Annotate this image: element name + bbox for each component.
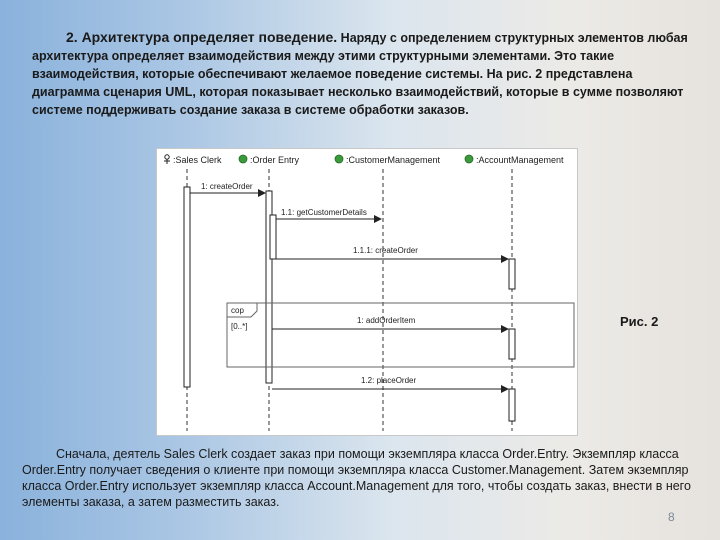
message-get-customer-details — [276, 208, 381, 219]
description-paragraph — [22, 446, 698, 510]
intro-text: Наряду с определением структурных элементов любая архитектура определяет взаимодействия между этими структурными элементами. Это такие взаимодействия, которые обеспечивают желаемое поведение системы. На рис. 2 представлена диаграмма сценария UML, которая показывает несколько взаимодействий, которые в сумме позволяют системе поддерживать создание заказа в системе обработки заказов. — [32, 31, 688, 117]
intro-paragraph — [32, 28, 694, 119]
lifeline-label-sales-clerk: :Sales Clerk — [173, 155, 222, 165]
class-icon — [239, 155, 247, 163]
activation-account-management-3 — [509, 389, 515, 421]
lifeline-header-customer-management — [335, 155, 441, 165]
message-create-order-nested — [276, 246, 508, 259]
message-add-order-item — [272, 316, 508, 329]
activation-order-entry-nested — [270, 215, 276, 259]
message-label: 1.2: placeOrder — [361, 376, 417, 385]
combined-fragment — [227, 303, 574, 367]
message-label: 1.1: getCustomerDetails — [281, 208, 367, 217]
activation-account-management-1 — [509, 259, 515, 289]
lifeline-label-customer-management: :CustomerManagement — [346, 155, 441, 165]
lifeline-header-order-entry — [239, 155, 300, 165]
class-icon — [465, 155, 473, 163]
message-create-order — [190, 182, 265, 193]
message-label: 1: addOrderItem — [357, 316, 416, 325]
page-number: 8 — [668, 510, 675, 524]
lifeline-label-order-entry: :Order Entry — [250, 155, 300, 165]
lifeline-header-account-management — [465, 155, 564, 165]
class-icon — [335, 155, 343, 163]
fragment-guard: [0..*] — [231, 322, 248, 331]
section-heading: 2. Архитектура определяет поведение. — [66, 29, 338, 45]
figure-caption: Рис. 2 — [620, 314, 659, 329]
message-label: 1: createOrder — [201, 182, 253, 191]
fragment-operator: cop — [231, 306, 244, 315]
activation-account-management-2 — [509, 329, 515, 359]
message-place-order — [272, 376, 508, 389]
lifeline-header-sales-clerk — [164, 155, 222, 165]
description-text: Сначала, деятель Sales Clerk создает заказ при помощи экземпляра класса Order.Entry. Экземпляр класса Order.Entry получает сведения о клиенте при помощи экземпляра класса Customer.Management. Затем экземпляр класса Order.Entry использует экземпляр класса Account.Management для того, чтобы создать заказ, внести в него элементы заказа, а затем разместить заказ. — [22, 447, 691, 509]
lifeline-label-account-management: :AccountManagement — [476, 155, 564, 165]
actor-icon — [164, 155, 170, 164]
message-label: 1.1.1: createOrder — [353, 246, 418, 255]
sequence-diagram — [156, 148, 578, 436]
activation-sales-clerk — [184, 187, 190, 387]
